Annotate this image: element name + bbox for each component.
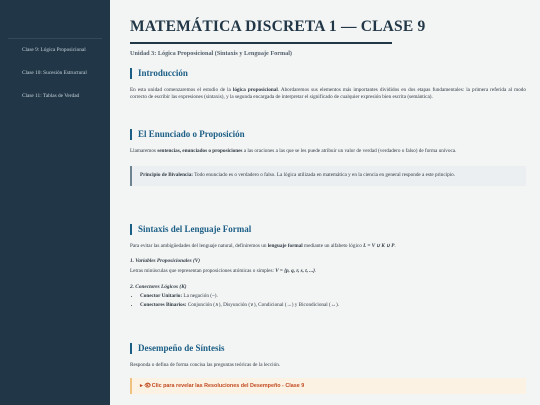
page-subtitle: Unidad 3: Lógica Proposicional (Sintaxis y Lenguaje Formal) (130, 50, 292, 57)
reveal-resoluciones-toggle[interactable] (130, 378, 526, 394)
sidebar-item-clase-10[interactable]: Clase 10: Sucesión Estructural (22, 70, 87, 76)
alphabet-formula: L = V ∪ K ∪ P (363, 243, 395, 249)
unitario-text: La negación (~). (182, 292, 218, 299)
bivalencia-text (140, 172, 518, 179)
section-enunciado (130, 129, 526, 186)
variables-text: Letras minúsculas que representan proposiciones atómicas o simples: (130, 268, 276, 275)
subheading-variables: 1. Variables Proposicionales (V) (130, 258, 201, 265)
enunciado-emphasis: sentencias, enunciados o proposiciones (157, 148, 243, 154)
section-introduccion (130, 68, 526, 102)
heading-sintaxis: Sintaxis del Lenguaje Formal (130, 224, 526, 235)
bivalencia-label: Principio de Bivalencia: (140, 172, 194, 179)
sintaxis-emphasis: lenguaje formal (267, 243, 303, 249)
unitario-label: Conector Unitario: (140, 292, 183, 299)
list-item-binarios (140, 302, 526, 309)
section-desempeno (130, 343, 526, 394)
enunciado-text: Llamaremos (130, 148, 158, 154)
enunciado-paragraph (130, 148, 526, 155)
main-content (110, 0, 540, 405)
variables-set: V = {p, q, r, s, t, ...} (275, 268, 315, 275)
sintaxis-text: Para evitar las ambigüedades del lenguaje natural, definiremos un (130, 243, 268, 249)
sidebar (0, 0, 110, 405)
intro-text-cont: . Abordaremos sus elementos más importantes divididos en dos etapas fundamentales: la primera referida al modo correcto de escribir las expresiones (sintaxis), y la segunda encargada de interpretar el significado de cualquier expresión bien escrita (semántica). (130, 87, 526, 101)
binarios-text: Conjunción (∧), Disyunción (∨), Condicional (→) y Bicondicional (↔). (186, 301, 339, 308)
intro-text: En esta unidad comenzaremos el estudio de la (130, 87, 233, 93)
section-sintaxis (130, 224, 526, 309)
eye-icon: 👁 (144, 383, 152, 390)
heading-desempeno: Desempeño de Síntesis (130, 343, 526, 354)
title-divider (130, 42, 392, 44)
binarios-label: Conectores Binarios: (140, 301, 187, 308)
sintaxis-text-cont: mediante un alfabeto lógico (302, 243, 364, 249)
sidebar-item-clase-11[interactable]: Clase 11: Tablas de Verdad (22, 93, 80, 99)
bivalencia-note (130, 166, 526, 185)
variables-period: . (315, 268, 317, 275)
intro-emphasis: lógica proposicional (232, 87, 278, 93)
conectores-list (130, 293, 526, 310)
heading-introduccion: Introducción (130, 68, 526, 79)
reveal-label: Clic para revelar las Resoluciones del Desempeño - Clase 9 (151, 383, 305, 390)
sidebar-item-clase-9[interactable]: Clase 9: Lógica Proposicional (22, 47, 86, 53)
sintaxis-paragraph (130, 243, 526, 250)
variables-paragraph (130, 268, 526, 275)
subheading-conectores: 2. Conectores Lógicos (K) (130, 283, 187, 290)
sidebar-header (8, 0, 102, 39)
list-item-unitario (140, 293, 526, 300)
heading-enunciado: El Enunciado o Proposición (130, 129, 526, 140)
intro-paragraph (130, 87, 526, 102)
sintaxis-period: . (394, 243, 396, 249)
triangle-right-icon: ▸ (140, 383, 143, 390)
page-title: MATEMÁTICA DISCRETA 1 — CLASE 9 (130, 18, 426, 35)
enunciado-text-cont: a las oraciones a las que se les puede atribuir un valor de verdad (verdadero o falso) de forma unívoca. (242, 148, 457, 154)
bivalencia-body: Todo enunciado es o verdadero o falso. La lógica utilizada en matemática y en la ciencia en general responde a este principio. (193, 172, 456, 179)
desempeno-text: Responda o defina de forma concisa las preguntas teóricas de la lección. (130, 362, 281, 368)
